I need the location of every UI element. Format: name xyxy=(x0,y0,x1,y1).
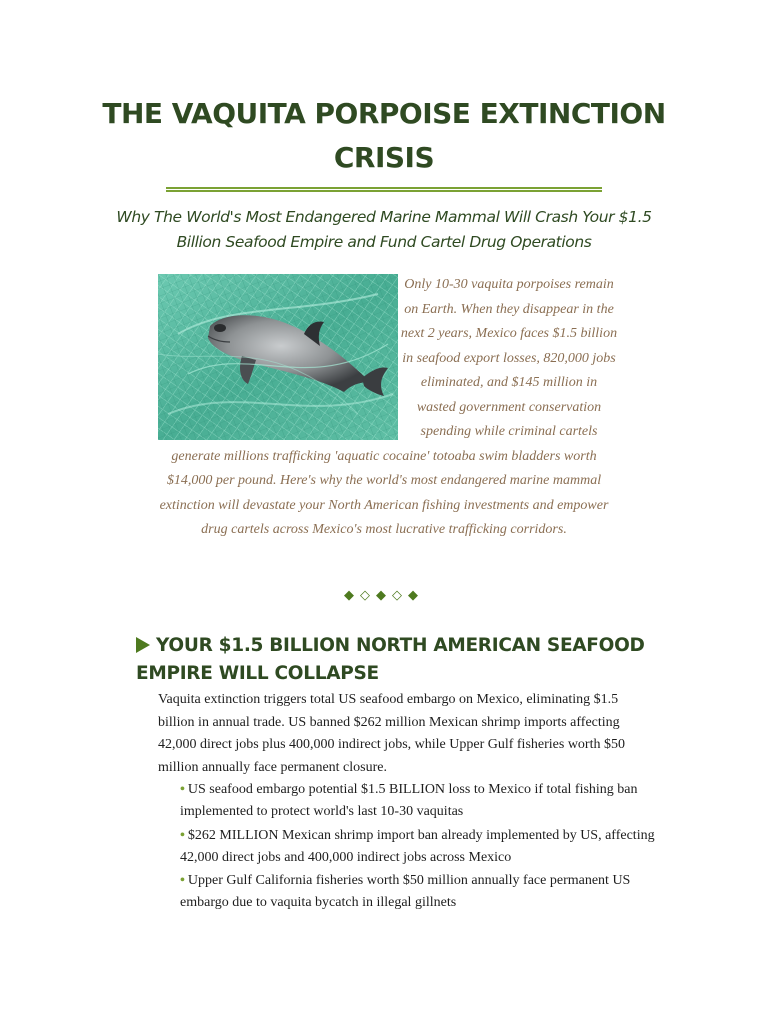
list-item-text: $262 MILLION Mexican shrimp import ban already implemented by US, affecting 42,000 direct jobs and 400,000 indirect jobs across Mexico xyxy=(180,827,655,865)
bullet-dot-icon: • xyxy=(180,827,185,843)
page-title: THE VAQUITA PORPOISE EXTINCTION CRISIS xyxy=(102,97,666,174)
list-item xyxy=(180,779,660,823)
intro-text: Only 10-30 vaquita porpoises remain on Earth. When they disappear in the next 2 years, Mexico faces $1.5 billion in seafood export losses, 820,000 jobs eliminated, and $145 million in wasted government conservation spending while criminal cartels generate millions trafficking 'aquatic cocaine' totoaba swim bladders worth $14,000 per pound. Here's why the world's most endangered marine mammal extinction will devastate your North American fishing investments and empower drug cartels across Mexico's most lucrative trafficking corridors. xyxy=(159,277,618,537)
bullet-dot-icon: • xyxy=(180,782,185,797)
bullet-list xyxy=(180,779,660,916)
section-heading-text: YOUR $1.5 BILLION NORTH AMERICAN SEAFOOD EMPIRE WILL COLLAPSE xyxy=(136,635,645,684)
list-item-text: Upper Gulf California fisheries worth $50 million annually face permanent US embargo due to vaquita bycatch in illegal gillnets xyxy=(180,873,631,910)
list-item xyxy=(180,825,660,869)
list-item xyxy=(180,870,660,914)
diamond-ornament-divider: ◆◇◆◇◆ xyxy=(344,588,424,603)
section-paragraph: Vaquita extinction triggers total US seafood embargo on Mexico, eliminating $1.5 billion in annual trade. US banned $262 million Mexican shrimp imports affecting 42,000 direct jobs plus 400,000 indirect jobs, while Upper Gulf fisheries worth $50 million annually face permanent closure. xyxy=(158,692,625,775)
triangle-arrow-icon xyxy=(136,637,150,653)
title-double-rule xyxy=(166,187,602,192)
page-subtitle: Why The World's Most Endangered Marine Mammal Will Crash Your $1.5 Billion Seafood Empire and Fund Cartel Drug Operations xyxy=(116,208,652,251)
section-heading xyxy=(136,632,656,688)
intro-paragraph xyxy=(150,273,618,543)
photo-wrap-spacer xyxy=(150,273,400,443)
bullet-dot-icon: • xyxy=(180,873,185,888)
list-item-text: US seafood embargo potential $1.5 BILLION loss to Mexico if total fishing ban implemented to protect world's last 10-30 vaquitas xyxy=(180,782,638,819)
